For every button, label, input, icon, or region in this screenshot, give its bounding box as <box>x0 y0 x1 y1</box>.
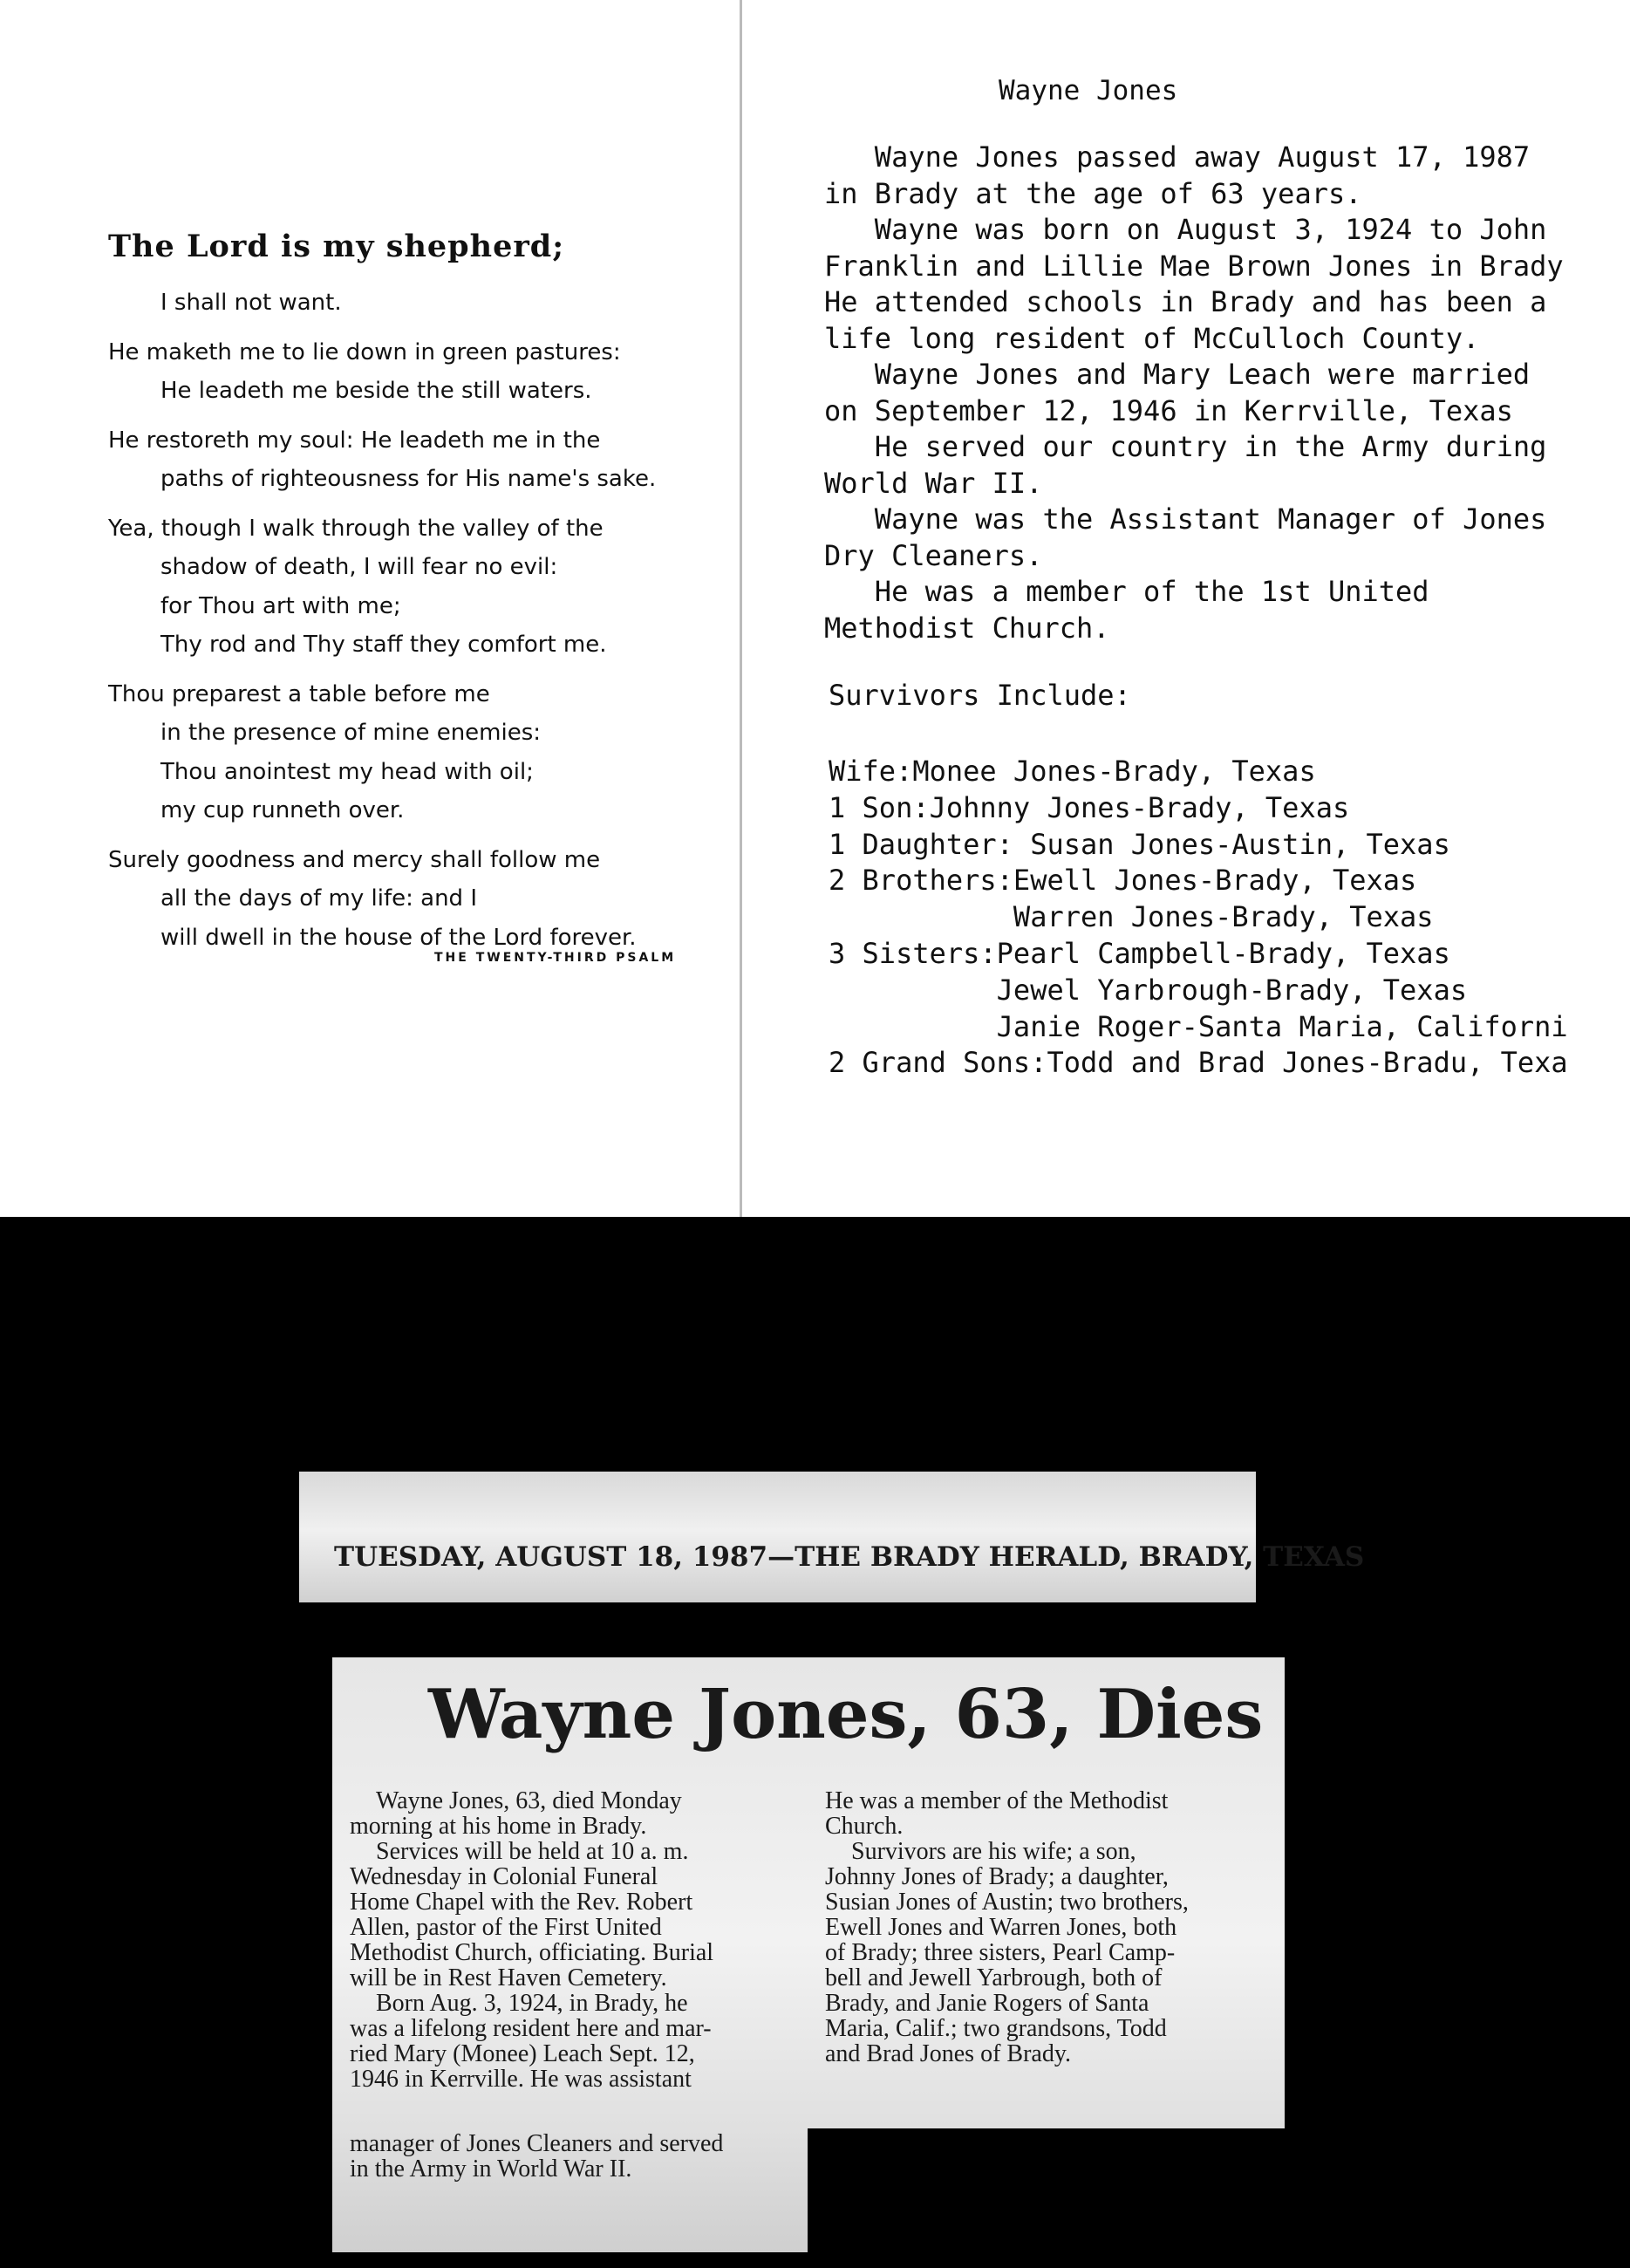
psalm-source: THE TWENTY-THIRD PSALM <box>434 951 677 965</box>
obituary-line: life long resident of McCulloch County. <box>824 321 1480 355</box>
psalm-line: for Thou art with me; <box>160 592 401 619</box>
psalm-line: my cup runneth over. <box>160 797 405 823</box>
survivor-row: 3 Sisters:Pearl Campbell-Brady, Texas <box>829 936 1450 970</box>
survivor-row: Warren Jones-Brady, Texas <box>829 900 1434 934</box>
article-line: was a lifelong resident here and mar- <box>350 2016 712 2041</box>
article-left-column <box>350 1788 803 2092</box>
article-line: Susian Jones of Austin; two brothers, <box>825 1889 1189 1915</box>
survivor-row: Jewel Yarbrough-Brady, Texas <box>829 973 1468 1007</box>
obituary-line: Wayne was born on August 3, 1924 to John <box>824 213 1547 246</box>
psalm-line: Thou anointest my head with oil; <box>160 758 534 785</box>
article-line: 1946 in Kerrville. He was assistant <box>350 2066 692 2092</box>
article-line: of Brady; three sisters, Pearl Camp- <box>825 1940 1176 1965</box>
obituary-line: in Brady at the age of 63 years. <box>824 176 1362 210</box>
article-line: morning at his home in Brady. <box>350 1814 647 1839</box>
article-line: He was a member of the Methodist <box>825 1788 1169 1814</box>
article-line: Home Chapel with the Rev. Robert <box>350 1889 693 1915</box>
newspaper-masthead-clipping <box>299 1472 1365 1602</box>
psalm-line: paths of righteousness for His name's sake. <box>160 466 657 492</box>
article-line: Methodist Church, officiating. Burial <box>350 1940 714 1965</box>
article-line: Wednesday in Colonial Funeral <box>350 1864 658 1889</box>
survivors-list <box>829 754 1627 1082</box>
obituary-line: World War II. <box>824 466 1043 500</box>
article-line: Allen, pastor of the First United <box>350 1915 662 1940</box>
article-line: ried Mary (Monee) Leach Sept. 12, <box>350 2041 695 2066</box>
obituary-line: He served our country in the Army during <box>824 430 1547 463</box>
article-line: Maria, Calif.; two grandsons, Todd <box>825 2016 1167 2041</box>
newspaper-masthead: TUESDAY, AUGUST 18, 1987—THE BRADY HERALD, BRADY, TEXAS <box>334 1541 1365 1573</box>
obituary-line: Wayne was the Assistant Manager of Jones <box>824 502 1547 536</box>
obituary-line: He was a member of the 1st United <box>824 575 1429 608</box>
obituary-title: Wayne Jones <box>999 75 1178 106</box>
article-line: bell and Jewell Yarbrough, both of <box>825 1965 1163 1991</box>
survivors-heading: Survivors Include: <box>829 679 1131 712</box>
article-right-column <box>825 1788 1270 2066</box>
obituary-line: He attended schools in Brady and has been a <box>824 285 1547 318</box>
psalm-title: The Lord is my shepherd; <box>108 229 565 264</box>
article-line: in the Army in World War II. <box>350 2156 632 2182</box>
newspaper-article-tail <box>332 2128 808 2252</box>
psalm-line: in the presence of mine enemies: <box>160 720 542 746</box>
psalm-line: I shall not want. <box>160 290 342 316</box>
psalm-line: will dwell in the house of the Lord forever. <box>160 924 637 951</box>
article-line: Church. <box>825 1814 904 1839</box>
psalm-line: Yea, though I walk through the valley of the <box>108 515 604 542</box>
psalm-line: He leadeth me beside the still waters. <box>160 378 592 404</box>
obituary-line: Franklin and Lillie Mae Brown Jones in Brady <box>824 249 1564 283</box>
article-line: Born Aug. 3, 1924, in Brady, he <box>376 1991 688 2016</box>
psalm-line: all the days of my life: and I <box>160 885 477 912</box>
obituary-card <box>743 0 1630 1217</box>
article-headline: Wayne Jones, 63, Dies <box>428 1675 1264 1754</box>
survivor-row: 1 Son:Johnny Jones-Brady, Texas <box>829 790 1350 824</box>
psalm-line: shadow of death, I will fear no evil: <box>160 554 558 580</box>
article-line: Services will be held at 10 a. m. <box>376 1839 689 1864</box>
obituary-line: Wayne Jones and Mary Leach were married <box>824 358 1531 391</box>
obituary-line: Dry Cleaners. <box>824 538 1043 572</box>
card-fold-divider <box>740 0 742 1217</box>
article-line: manager of Jones Cleaners and served <box>350 2131 724 2156</box>
obituary-line: Wayne Jones passed away August 17, 1987 <box>824 140 1531 174</box>
survivor-row: Janie Roger-Santa Maria, Californi <box>829 1009 1568 1043</box>
survivor-row: Wife:Monee Jones-Brady, Texas <box>829 755 1316 788</box>
obituary-body <box>824 140 1627 646</box>
psalm-line: He restoreth my soul: He leadeth me in the <box>108 427 601 454</box>
article-line: will be in Rest Haven Cemetery. <box>350 1965 667 1991</box>
article-line: Johnny Jones of Brady; a daughter, <box>825 1864 1169 1889</box>
article-line: Brady, and Janie Rogers of Santa <box>825 1991 1149 2016</box>
psalm-line: Surely goodness and mercy shall follow me <box>108 846 601 873</box>
newspaper-article-clipping <box>332 1657 1285 2128</box>
obituary-line: on September 12, 1946 in Kerrville, Texas <box>824 393 1513 427</box>
psalm-card <box>0 0 743 1217</box>
psalm-line: Thy rod and Thy staff they comfort me. <box>160 632 607 658</box>
article-line: Survivors are his wife; a son, <box>851 1839 1136 1864</box>
article-line: Wayne Jones, 63, died Monday <box>376 1788 682 1814</box>
psalm-text <box>108 284 719 957</box>
survivor-row: 2 Grand Sons:Todd and Brad Jones-Bradu, Texa <box>829 1046 1568 1080</box>
article-left-column-tail <box>350 2131 803 2182</box>
article-line: Ewell Jones and Warren Jones, both <box>825 1915 1177 1940</box>
survivor-row: 2 Brothers:Ewell Jones-Brady, Texas <box>829 864 1417 898</box>
obituary-line: Methodist Church. <box>824 611 1110 645</box>
survivor-row: 1 Daughter: Susan Jones-Austin, Texas <box>829 827 1450 861</box>
psalm-line: Thou preparest a table before me <box>108 680 490 707</box>
psalm-line: He maketh me to lie down in green pastures: <box>108 338 621 365</box>
article-line: and Brad Jones of Brady. <box>825 2041 1072 2066</box>
